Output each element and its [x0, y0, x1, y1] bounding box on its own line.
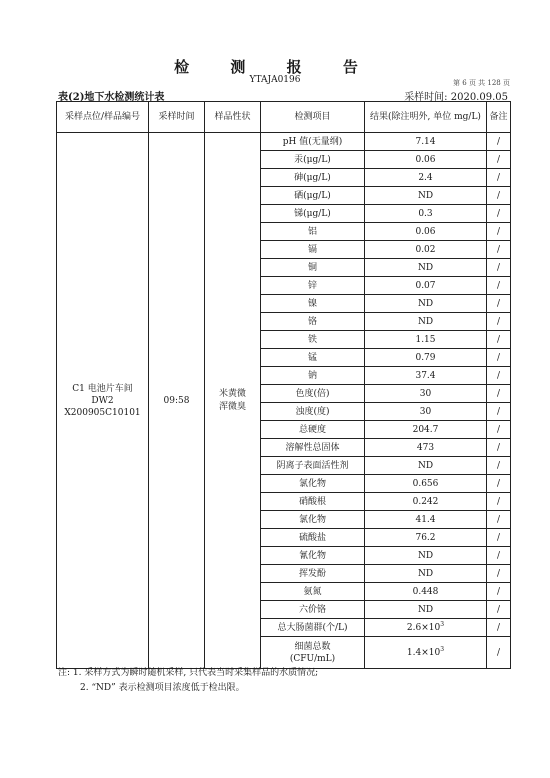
item-cell: 锌 [261, 277, 365, 295]
remark-cell: / [487, 295, 511, 313]
table-header-row [57, 102, 511, 133]
sample-nature-cell [205, 133, 261, 669]
item-cell: 硫酸盐 [261, 529, 365, 547]
sample-time-cell: 09:58 [149, 133, 205, 669]
result-base: 2.6×10 [406, 622, 441, 633]
item-cell [261, 637, 365, 669]
remark-cell: / [487, 331, 511, 349]
header-remark: 备注 [487, 102, 511, 133]
remark-cell: / [487, 529, 511, 547]
item-cell: 色度(倍) [261, 385, 365, 403]
note-line-2: 2. “ND” 表示检测项目浓度低于检出限。 [80, 683, 245, 693]
table-row [57, 133, 511, 151]
remark-cell: / [487, 133, 511, 151]
item-cell: 锰 [261, 349, 365, 367]
page-info: 第 6 页 共 128 页 [453, 79, 510, 87]
item-cell: 铁 [261, 331, 365, 349]
remark-cell: / [487, 277, 511, 295]
item-line-2: (CFU/mL) [289, 653, 336, 664]
header-time: 采样时间 [149, 102, 205, 133]
sample-site-name: C1 电池片车间 [72, 383, 133, 394]
remark-cell: / [487, 565, 511, 583]
item-cell: 阴离子表面活性剂 [261, 457, 365, 475]
item-cell: 总硬度 [261, 421, 365, 439]
sample-date: 采样时间: 2020.09.05 [404, 92, 508, 103]
item-cell: 氰化物 [261, 547, 365, 565]
result-cell: 37.4 [365, 367, 487, 385]
result-cell: 0.3 [365, 205, 487, 223]
remark-cell: / [487, 187, 511, 205]
item-cell: 六价铬 [261, 601, 365, 619]
remark-cell: / [487, 457, 511, 475]
result-exponent: 3 [440, 645, 445, 653]
item-cell: 镉 [261, 241, 365, 259]
item-cell: 铜 [261, 259, 365, 277]
result-cell: 0.06 [365, 223, 487, 241]
result-cell: 0.448 [365, 583, 487, 601]
remark-cell: / [487, 439, 511, 457]
result-exponent: 3 [440, 620, 445, 628]
result-cell: ND [365, 565, 487, 583]
remark-cell: / [487, 259, 511, 277]
header-result: 结果(除注明外, 单位 mg/L) [365, 102, 487, 133]
result-cell: 0.07 [365, 277, 487, 295]
item-cell: 硒(μg/L) [261, 187, 365, 205]
result-cell [365, 637, 487, 669]
remark-cell: / [487, 583, 511, 601]
result-cell: 0.656 [365, 475, 487, 493]
result-cell: ND [365, 457, 487, 475]
item-line-1: 细菌总数 [294, 641, 331, 652]
remark-cell: / [487, 403, 511, 421]
item-cell: 挥发酚 [261, 565, 365, 583]
item-cell: pH 值(无量纲) [261, 133, 365, 151]
sample-site-cell [57, 133, 149, 669]
result-base: 1.4×10 [406, 647, 441, 658]
item-cell: 砷(μg/L) [261, 169, 365, 187]
result-cell: 7.14 [365, 133, 487, 151]
result-cell: 30 [365, 385, 487, 403]
result-cell: 0.02 [365, 241, 487, 259]
sample-nature: 米黄微浑微臭 [218, 388, 246, 412]
report-title: 检 测 报 告 [174, 58, 376, 76]
item-cell: 氯化物 [261, 475, 365, 493]
remark-cell: / [487, 241, 511, 259]
remark-cell: / [487, 601, 511, 619]
remark-cell: / [487, 169, 511, 187]
header-site: 采样点位/样品编号 [57, 102, 149, 133]
sample-number: X200905C10101 [64, 407, 141, 418]
result-cell: 0.06 [365, 151, 487, 169]
item-cell: 锑(μg/L) [261, 205, 365, 223]
item-cell: 镍 [261, 295, 365, 313]
result-cell: ND [365, 259, 487, 277]
remark-cell: / [487, 421, 511, 439]
remark-cell: / [487, 637, 511, 669]
item-cell: 硝酸根 [261, 493, 365, 511]
result-cell: ND [365, 547, 487, 565]
result-cell: 30 [365, 403, 487, 421]
remark-cell: / [487, 223, 511, 241]
item-cell: 溶解性总固体 [261, 439, 365, 457]
item-cell: 铬 [261, 313, 365, 331]
result-cell: 41.4 [365, 511, 487, 529]
remark-cell: / [487, 619, 511, 637]
remark-cell: / [487, 511, 511, 529]
remark-cell: / [487, 313, 511, 331]
report-code: YTAJA0196 [249, 75, 301, 85]
remark-cell: / [487, 205, 511, 223]
item-cell: 总大肠菌群(个/L) [261, 619, 365, 637]
results-table [56, 101, 511, 669]
result-cell: 76.2 [365, 529, 487, 547]
item-cell: 铝 [261, 223, 365, 241]
header-nature: 样品性状 [205, 102, 261, 133]
note-line-1: 注: 1. 采样方式为瞬时随机采样, 只代表当时采集样品的水质情况; [58, 668, 319, 678]
remark-cell: / [487, 367, 511, 385]
notes [58, 666, 318, 696]
remark-cell: / [487, 151, 511, 169]
result-cell: 2.4 [365, 169, 487, 187]
item-cell: 浊度(度) [261, 403, 365, 421]
result-cell [365, 619, 487, 637]
item-cell: 钠 [261, 367, 365, 385]
result-cell: ND [365, 187, 487, 205]
item-cell: 氨氮 [261, 583, 365, 601]
result-cell: 0.242 [365, 493, 487, 511]
remark-cell: / [487, 475, 511, 493]
header-item: 检测项目 [261, 102, 365, 133]
table-title: 表(2)地下水检测统计表 [58, 92, 165, 103]
result-cell: 204.7 [365, 421, 487, 439]
remark-cell: / [487, 349, 511, 367]
remark-cell: / [487, 547, 511, 565]
result-cell: ND [365, 295, 487, 313]
result-cell: 0.79 [365, 349, 487, 367]
result-cell: 473 [365, 439, 487, 457]
sample-well-id: DW2 [91, 395, 114, 406]
item-cell: 氯化物 [261, 511, 365, 529]
remark-cell: / [487, 385, 511, 403]
result-cell: 1.15 [365, 331, 487, 349]
item-cell: 汞(μg/L) [261, 151, 365, 169]
remark-cell: / [487, 493, 511, 511]
result-cell: ND [365, 601, 487, 619]
result-cell: ND [365, 313, 487, 331]
